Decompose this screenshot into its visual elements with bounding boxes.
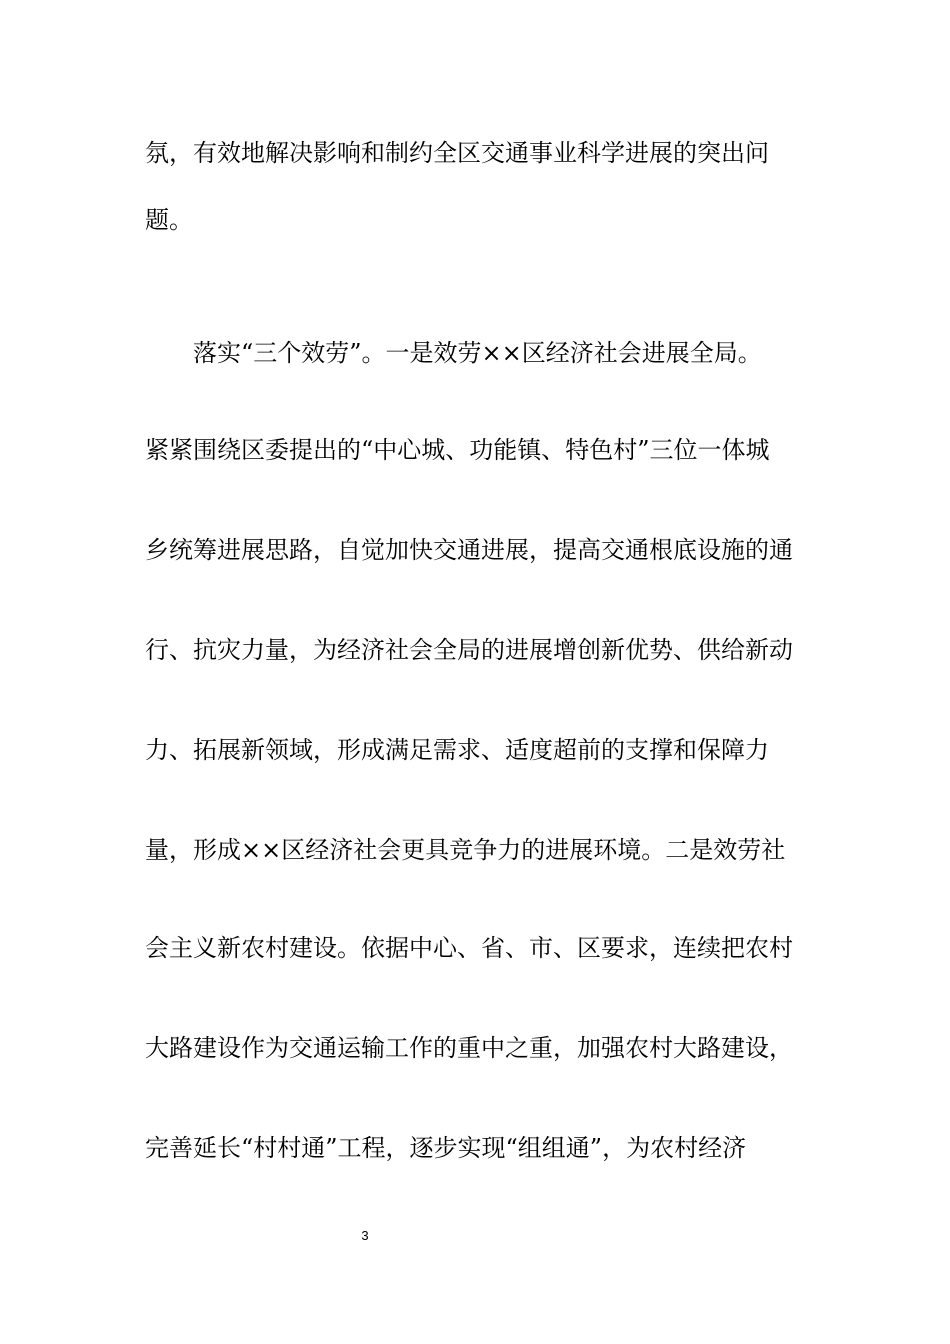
body-text-line: 乡统筹进展思路，自觉加快交通进展，提高交通根底设施的通: [145, 536, 793, 564]
body-text-line: 完善延长“村村通”工程，逐步实现“组组通”，为农村经济: [145, 1134, 747, 1162]
body-text-line: 题。: [145, 206, 193, 234]
body-text-line: 氛，有效地解决影响和制约全区交通事业科学进展的突出问: [145, 139, 769, 167]
body-text-line: 力、拓展新领域，形成满足需求、适度超前的支撑和保障力: [145, 736, 769, 764]
paragraph-first-line: 落实“三个效劳”。一是效劳××区经济社会进展全局。: [193, 339, 762, 367]
body-text-line: 大路建设作为交通运输工作的重中之重，加强农村大路建设，: [145, 1034, 793, 1062]
body-text-line: 行、抗灾力量，为经济社会全局的进展增创新优势、供给新动: [145, 636, 793, 664]
body-text-line: 会主义新农村建设。依据中心、省、市、区要求，连续把农村: [145, 934, 793, 962]
body-text-line: 量，形成××区经济社会更具竞争力的进展环境。二是效劳社: [145, 836, 786, 864]
body-text-line: 紧紧围绕区委提出的“中心城、功能镇、特色村”三位一体城: [145, 436, 770, 464]
page-number: 3: [361, 1228, 369, 1243]
